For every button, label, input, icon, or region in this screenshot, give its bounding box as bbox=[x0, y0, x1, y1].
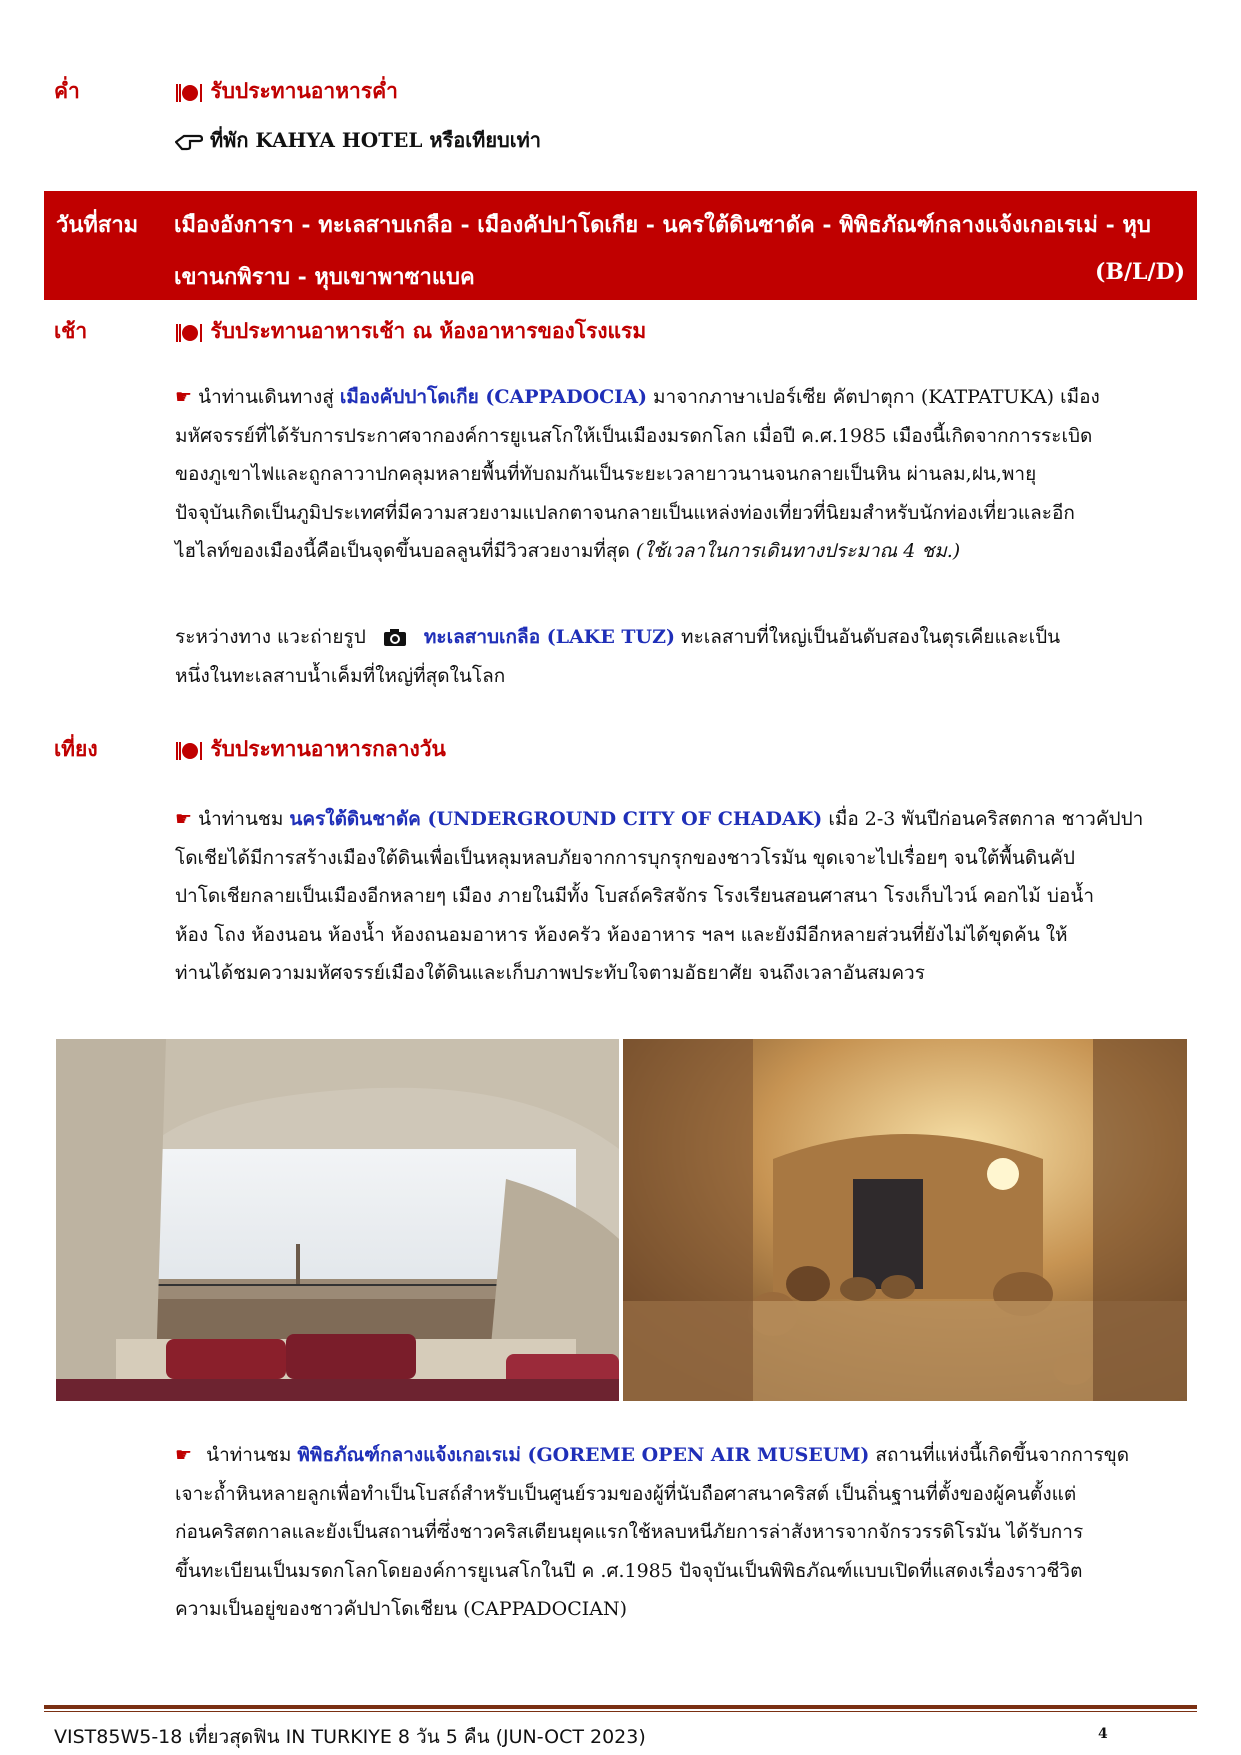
goreme-place: พิพิธภัณฑ์กลางแจ้งเกอเรเม่ (GOREME OPEN AIR MUSEUM) bbox=[297, 1444, 870, 1466]
lake-paragraph bbox=[175, 618, 1197, 695]
cappadocia-line5-text: ไฮไลท์ของเมืองนี้คือเป็นจุดขึ้นบอลลูนที่มีวิวสวยงามที่สุด bbox=[175, 540, 630, 562]
pointing-hand-icon: ☛ bbox=[175, 386, 193, 408]
chadak-line3: ปาโดเชียกลายเป็นเมืองอีกหลายๆ เมือง ภายในมีทั้ง โบสถ์คริสจักร โรงเรียนสอนศาสนา โรงเก็บไวน์ คอกไม้ บ่อน้ำ bbox=[175, 885, 1094, 907]
lunch-label: เที่ยง bbox=[54, 736, 98, 761]
goreme-line1-rest: สถานที่แห่งนี้เกิดขึ้นจากการขุด bbox=[875, 1444, 1130, 1466]
chadak-line2: โดเชียได้มีการสร้างเมืองใต้ดินเพื่อเป็นหลุมหลบภัยจากการบุกรุกของชาวโรมัน ขุดเจาะไปเรื่อยๆ จนใต้พื้นดินคัป bbox=[175, 846, 1075, 869]
cappadocia-lead: นำท่านเดินทางสู่ bbox=[198, 386, 334, 408]
pointing-hand-icon: ☛ bbox=[175, 808, 193, 830]
cappadocia-line1 bbox=[175, 378, 1197, 417]
goreme-line4: ขึ้นทะเบียนเป็นมรดกโลกโดยองค์การยูเนสโกในปี ค .ศ.1985 ปัจจุบันเป็นพิพิธภัณฑ์แบบเปิดที่แสดงเรื่องราวชีวิต bbox=[175, 1559, 1083, 1582]
cappadocia-travel-note: (ใช้เวลาในการเดินทางประมาณ 4 ชม.) bbox=[635, 540, 961, 562]
chadak-place: นครใต้ดินชาดัค (UNDERGROUND CITY OF CHADAK) bbox=[289, 808, 823, 830]
underground-tunnel-photo bbox=[623, 1039, 1187, 1401]
chadak-line1 bbox=[175, 800, 1197, 839]
day-label: วันที่สาม bbox=[56, 212, 139, 238]
cappadocia-line5 bbox=[175, 532, 1197, 571]
cappadocia-line4: ปัจจุบันเกิดเป็นภูมิประเทศที่มีความสวยงามแปลกตาจนกลายเป็นแหล่งท่องเที่ยวที่นิยมสำหรับนักท่องเที่ยวและอีก bbox=[175, 501, 1075, 524]
lunch-meal-text: รับประทานอาหารกลางวัน bbox=[210, 736, 446, 761]
cave-window-photo bbox=[56, 1039, 619, 1401]
lunch-meal bbox=[175, 733, 446, 766]
hotel-line bbox=[175, 124, 541, 156]
chadak-paragraph bbox=[175, 800, 1197, 993]
goreme-line5: ความเป็นอยู่ของชาวคัปปาโดเชียน (CAPPADOCIAN) bbox=[175, 1598, 627, 1620]
chadak-lead: นำท่านชม bbox=[198, 808, 284, 830]
dining-icon bbox=[175, 322, 203, 344]
lake-line1 bbox=[175, 618, 1197, 657]
chadak-line4: ห้อง โถง ห้องนอน ห้องน้ำ ห้องถนอมอาหาร ห้องครัว ห้องอาหาร ฯลฯ และยังมีอีกหลายส่วนที่ยังไม่ได้ขุดค้น ให้ bbox=[175, 923, 1068, 946]
goreme-line3: ก่อนคริสตกาลและยังเป็นสถานที่ซึ่งชาวคริสเตียนยุคแรกใช้หลบหนีภัยการล่าสังหารจากจักรวรรดิโรมัน ได้รับการ bbox=[175, 1521, 1084, 1543]
footer-text: VIST85W5-18 เที่ยวสุดฟิน IN TURKIYE 8 วัน 5 คืน (JUN-OCT 2023) bbox=[54, 1726, 646, 1748]
cappadocia-place: เมืองคัปปาโดเกีย (CAPPADOCIA) bbox=[339, 386, 647, 408]
page-number: 4 bbox=[1098, 1726, 1108, 1742]
hotel-prefix: ที่พัก bbox=[209, 128, 249, 152]
dinner-meal bbox=[175, 75, 398, 108]
cappadocia-line2: มหัศจรรย์ที่ได้รับการประกาศจากองค์การยูเนสโกให้เป็นเมืองมรดกโลก เมื่อปี ค.ศ.1985 เมืองนี้เกิดจากการระเบิด bbox=[175, 424, 1093, 447]
day-meals: (B/L/D) bbox=[1094, 259, 1185, 285]
goreme-line1 bbox=[175, 1436, 1197, 1475]
day-route-line1: เมืองอังการา - ทะเลสาบเกลือ - เมืองคัปปาโดเกีย - นครใต้ดินซาดัค - พิพิธภัณฑ์กลางแจ้งเกอเรเม่ - หุบ bbox=[174, 212, 1151, 238]
goreme-line2: เจาะถ้ำหินหลายลูกเพื่อทำเป็นโบสถ์สำหรับเป็นศูนย์รวมของผู้ที่นับถือศาสนาคริสต์ เป็นถิ่นฐานที่ตั้งของผู้คนตั้งแต่ bbox=[175, 1482, 1077, 1505]
lake-line2: หนึ่งในทะเลสาบน้ำเค็มที่ใหญ่ที่สุดในโลก bbox=[175, 664, 506, 687]
dinner-label: ค่ำ bbox=[54, 78, 80, 103]
pointing-hand-icon: ☛ bbox=[175, 1444, 193, 1466]
footer-divider bbox=[44, 1705, 1197, 1709]
goreme-paragraph bbox=[175, 1436, 1197, 1629]
footer-divider-thin bbox=[44, 1711, 1197, 1712]
hotel-name: KAHYA HOTEL หรือเทียบเท่า bbox=[255, 128, 541, 152]
breakfast-label: เช้า bbox=[54, 318, 88, 343]
lake-line1-rest: ทะเลสาบที่ใหญ่เป็นอันดับสองในตุรเคียและเป็น bbox=[681, 626, 1061, 648]
chadak-line1-rest: เมื่อ 2-3 พันปีก่อนคริสตกาล ชาวคัปปา bbox=[828, 808, 1144, 830]
dining-icon bbox=[175, 82, 203, 104]
chadak-line5: ท่านได้ชมความมหัศจรรย์เมืองใต้ดินและเก็บภาพประทับใจตามอัธยาศัย จนถึงเวลาอันสมควร bbox=[175, 962, 925, 984]
cappadocia-line3: ของภูเขาไฟและถูกลาวาปกคลุมหลายพื้นที่ทับถมกันเป็นระยะเวลายาวนานจนกลายเป็นหิน ผ่านลม,ฝน,พายุ bbox=[175, 463, 1037, 485]
lake-lead: ระหว่างทาง แวะถ่ายรูป bbox=[175, 626, 366, 648]
camera-icon bbox=[380, 628, 410, 648]
dining-icon bbox=[175, 740, 203, 762]
hand-point-icon bbox=[175, 133, 203, 151]
breakfast-meal-text: รับประทานอาหารเช้า ณ ห้องอาหารของโรงแรม bbox=[210, 318, 647, 343]
lake-place: ทะเลสาบเกลือ (LAKE TUZ) bbox=[423, 626, 675, 648]
day-route-line2: เขานกพิราบ - หุบเขาพาซาแบค bbox=[174, 264, 475, 290]
cappadocia-line1-rest: มาจากภาษาเปอร์เซีย คัตปาตุกา (KATPATUKA) เมือง bbox=[652, 386, 1100, 408]
cappadocia-paragraph bbox=[175, 378, 1197, 571]
goreme-lead: นำท่านชม bbox=[206, 1444, 292, 1466]
breakfast-meal bbox=[175, 315, 646, 348]
day-banner bbox=[44, 191, 1197, 300]
dinner-meal-text: รับประทานอาหารค่ำ bbox=[210, 78, 398, 103]
